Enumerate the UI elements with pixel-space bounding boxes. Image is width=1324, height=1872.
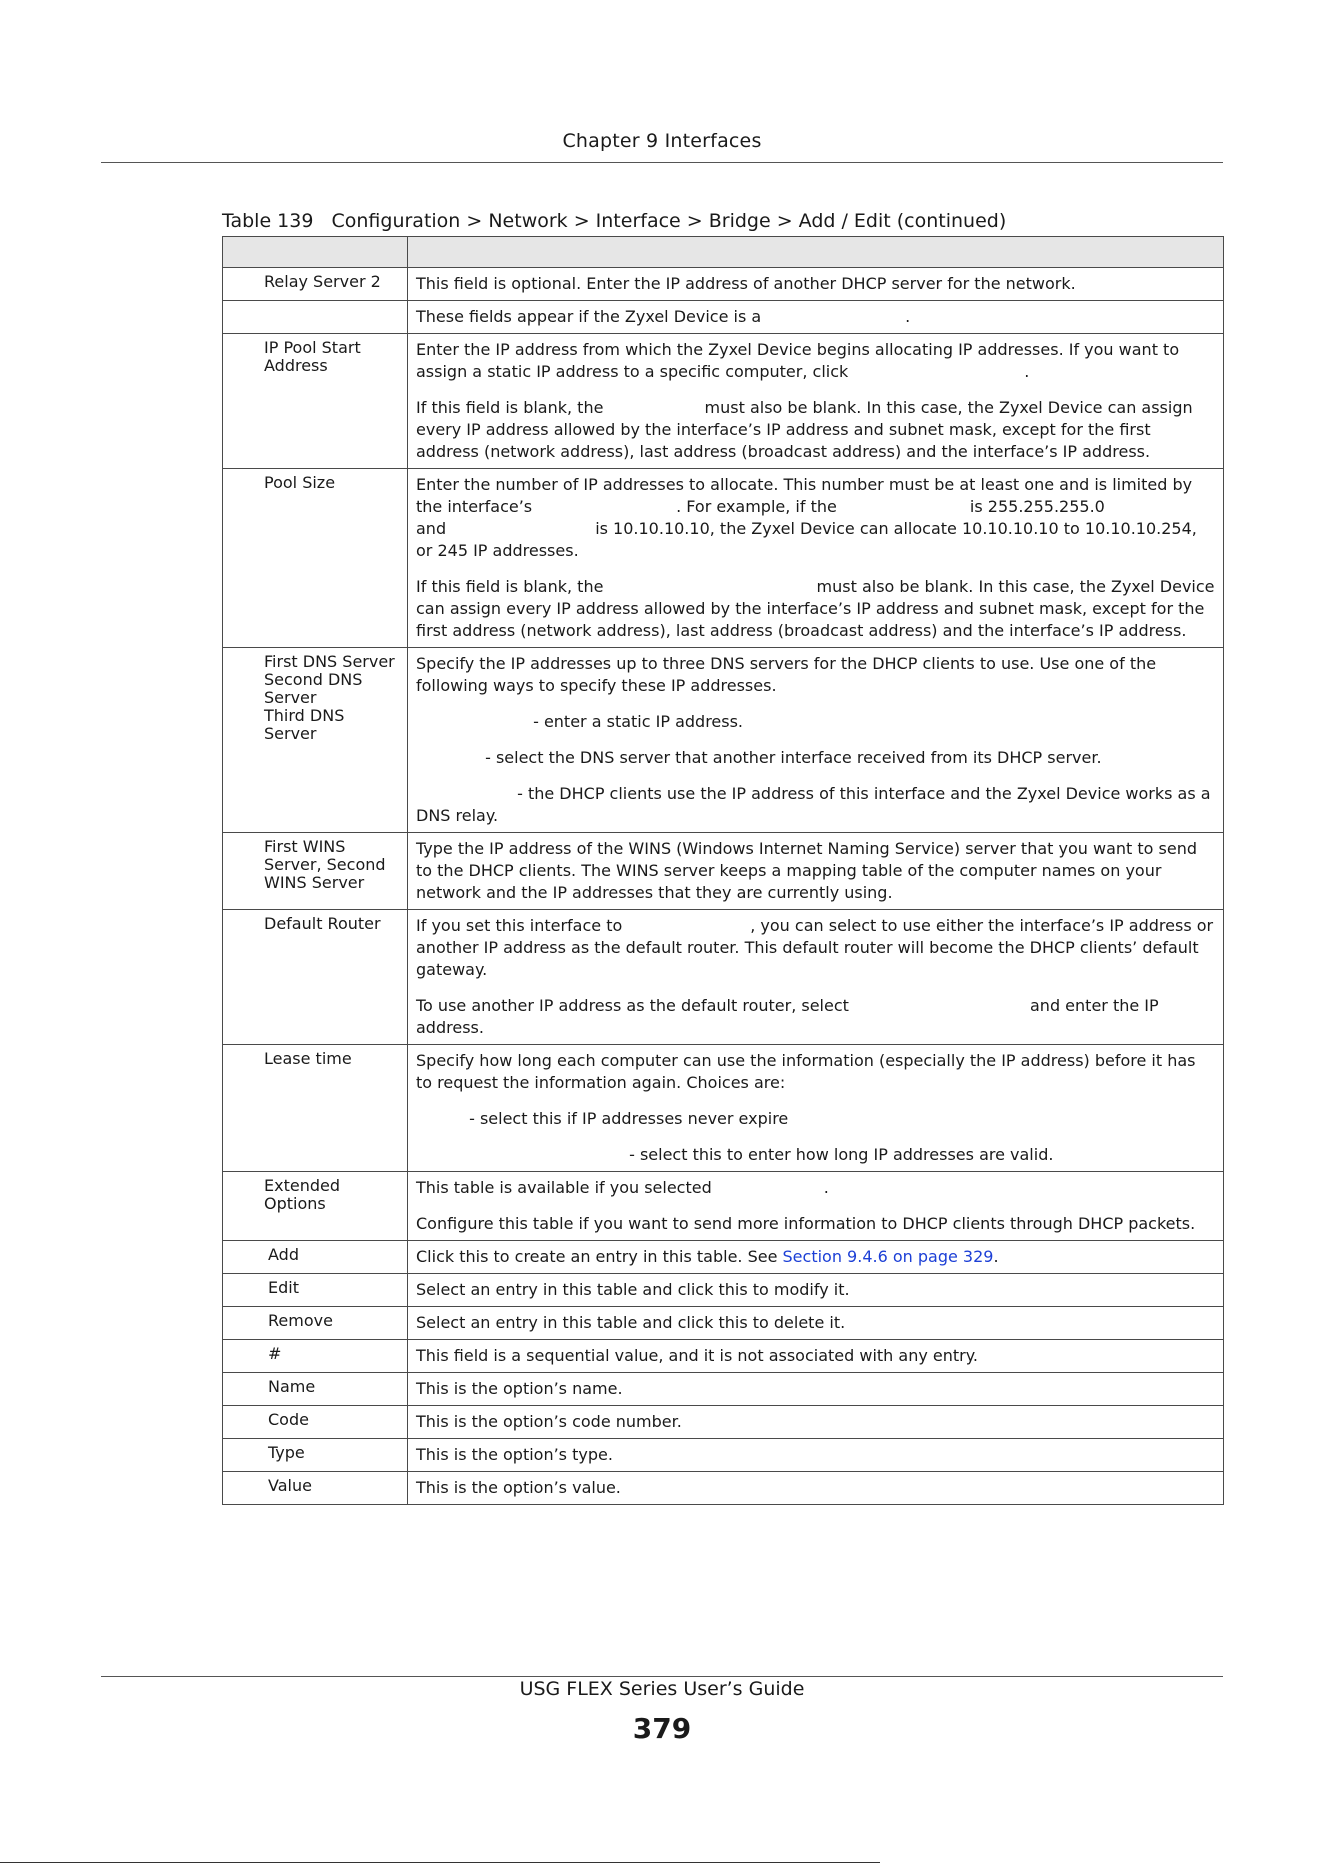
table-caption [222,210,1006,232]
field-label-text: Pool Size [264,473,336,492]
field-description [408,648,1224,833]
description-paragraph [416,1213,1215,1235]
description-paragraph [416,1411,1215,1433]
description-paragraph [416,1444,1215,1466]
description-text: Type the IP address of the WINS (Windows Internet Naming Service) server that you want to send to the DHCP clients. The WINS server keeps a mapping table of the computer names on your network and the IP addresses that they are currently using. [416,839,1198,902]
description-text: Specify the IP addresses up to three DNS servers for the DHCP clients to use. Use one of the following ways to specify these IP addresses. [416,654,1157,695]
field-label [223,1406,408,1439]
description-text: - enter a static IP address. [416,712,744,731]
description-text: Select an entry in this table and click this to modify it. [416,1280,850,1299]
description-paragraph [416,711,1215,733]
description-paragraph [416,747,1215,769]
description-paragraph [416,915,1215,981]
description-paragraph [416,397,1215,463]
description-paragraph [416,1345,1215,1367]
table-row [223,1439,1224,1472]
description-paragraph [416,474,1215,562]
field-label-text: First DNS Server Second DNS Server Third DNS Server [264,652,395,743]
field-description [408,268,1224,301]
description-text: This is the option’s code number. [416,1412,682,1431]
description-text: This is the option’s type. [416,1445,613,1464]
description-text: - select this if IP addresses never expire [416,1109,789,1128]
field-description [408,1274,1224,1307]
field-description [408,334,1224,469]
field-label [223,1373,408,1406]
field-description [408,1241,1224,1274]
chapter-title: Chapter 9 Interfaces [562,130,762,152]
description-paragraph [416,1144,1215,1166]
field-label [223,1340,408,1373]
field-label-text: Lease time [264,1049,352,1068]
field-label-text: Value [268,1476,312,1495]
description-text: If this field is blank, the must also be blank. In this case, the Zyxel Device can assign every IP address allowed by the interface’s IP address and subnet mask, except for the first address (network address), last address (broadcast address) and the interface’s IP address. [416,398,1193,461]
description-text: Specify how long each computer can use the information (especially the IP address) before it has to request the information again. Choices are: [416,1051,1196,1092]
field-label-text: Code [268,1410,309,1429]
description-text: If this field is blank, the must also be blank. In this case, the Zyxel Device can assign every IP address allowed by the interface’s IP address and subnet mask, except for the first address (network address), last address (broadcast address) and the interface’s IP address. [416,577,1215,640]
field-label [223,1439,408,1472]
field-description [408,1340,1224,1373]
description-text: - select this to enter how long IP addresses are valid. [416,1145,1054,1164]
field-description [408,1472,1224,1505]
description-paragraph [416,1177,1215,1199]
field-label [223,1172,408,1241]
table-row [223,1274,1224,1307]
table-row [223,1373,1224,1406]
table-row [223,910,1224,1045]
description-paragraph [416,1246,1215,1268]
field-label [223,469,408,648]
description-text: Enter the IP address from which the Zyxel Device begins allocating IP addresses. If you want to assign a static IP address to a specific computer, click . [416,340,1180,381]
description-text: - select the DNS server that another interface received from its DHCP server. [416,748,1102,767]
description-paragraph [416,576,1215,642]
section-link[interactable]: Section 9.4.6 on page 329 [782,1247,994,1266]
description-paragraph [416,339,1215,383]
description-paragraph [416,1108,1215,1130]
description-text-end: . [993,1247,999,1266]
header-divider [101,162,1223,163]
field-label [223,334,408,469]
table-row [223,301,1224,334]
field-label [223,1274,408,1307]
field-label-text: # [268,1344,282,1363]
field-label-text: Remove [268,1311,333,1330]
description-text: Configure this table if you want to send more information to DHCP clients through DHCP packets. [416,1214,1196,1233]
description-paragraph [416,838,1215,904]
field-description [408,1172,1224,1241]
field-label [223,301,408,334]
table-row [223,469,1224,648]
field-label [223,1307,408,1340]
description-text: Select an entry in this table and click this to delete it. [416,1313,846,1332]
field-description [408,1307,1224,1340]
field-description [408,469,1224,648]
header-label-cell [223,237,408,268]
table-row [223,1340,1224,1373]
table-row [223,268,1224,301]
field-label [223,833,408,910]
page-number: 379 [632,1712,692,1745]
table-row [223,1172,1224,1241]
field-label [223,1472,408,1505]
description-paragraph [416,1279,1215,1301]
description-text: Click this to create an entry in this table. See [416,1247,783,1266]
field-label [223,648,408,833]
description-paragraph [416,273,1215,295]
description-paragraph [416,1477,1215,1499]
description-paragraph [416,1312,1215,1334]
table-row [223,1472,1224,1505]
bottom-edge-rule [0,1862,880,1863]
description-text: This table is available if you selected . [416,1178,829,1197]
table-header-row [223,237,1224,268]
field-label [223,1045,408,1172]
description-text: Enter the number of IP addresses to allocate. This number must be at least one and is limited by the interface’s . For example, if the is 255.255.255.0 and is 10.10.10.10, the Zyxel Device can allocate 10.10.10.10 to 10.10.10.254, or 245 IP addresses. [416,475,1197,560]
description-text: - the DHCP clients use the IP address of this interface and the Zyxel Device works as a DNS relay. [416,784,1211,825]
description-text: This field is optional. Enter the IP address of another DHCP server for the network. [416,274,1076,293]
field-label [223,1241,408,1274]
description-text: To use another IP address as the default router, select and enter the IP address. [416,996,1159,1037]
description-paragraph [416,1050,1215,1094]
table-row [223,1307,1224,1340]
description-text: This is the option’s name. [416,1379,623,1398]
field-description-table [222,236,1224,1505]
field-description [408,1373,1224,1406]
field-label-text: Relay Server 2 [264,272,381,291]
description-text: If you set this interface to , you can select to use either the interface’s IP address or another IP address as the default router. This default router will become the DHCP clients’ default gateway. [416,916,1214,979]
field-label [223,910,408,1045]
field-label-text: Type [268,1443,305,1462]
footer-divider [101,1676,1223,1677]
field-label-text: Add [268,1245,299,1264]
field-label-text: Name [268,1377,316,1396]
field-description [408,1045,1224,1172]
field-label-text: IP Pool Start Address [264,338,361,375]
field-label-text: Edit [268,1278,299,1297]
field-description [408,301,1224,334]
field-description [408,910,1224,1045]
field-label-text: First WINS Server, Second WINS Server [264,837,386,892]
table-caption-title: Configuration > Network > Interface > Bridge > Add / Edit (continued) [331,210,1007,232]
table-row [223,1045,1224,1172]
field-description [408,1439,1224,1472]
description-paragraph [416,1378,1215,1400]
table-row [223,1406,1224,1439]
description-text: This is the option’s value. [416,1478,621,1497]
field-description [408,833,1224,910]
field-label-text: Default Router [264,914,381,933]
guide-title: USG FLEX Series User’s Guide [519,1678,805,1700]
description-paragraph [416,783,1215,827]
description-paragraph [416,306,1215,328]
table-row [223,334,1224,469]
header-description-cell [408,237,1224,268]
table-row [223,648,1224,833]
description-text: This field is a sequential value, and it is not associated with any entry. [416,1346,978,1365]
description-paragraph [416,995,1215,1039]
table-row [223,833,1224,910]
table-row [223,1241,1224,1274]
field-description [408,1406,1224,1439]
table-caption-number: Table 139 [222,210,314,232]
description-text: These fields appear if the Zyxel Device is a . [416,307,911,326]
description-paragraph [416,653,1215,697]
field-label-text: Extended Options [264,1176,340,1213]
field-label [223,268,408,301]
